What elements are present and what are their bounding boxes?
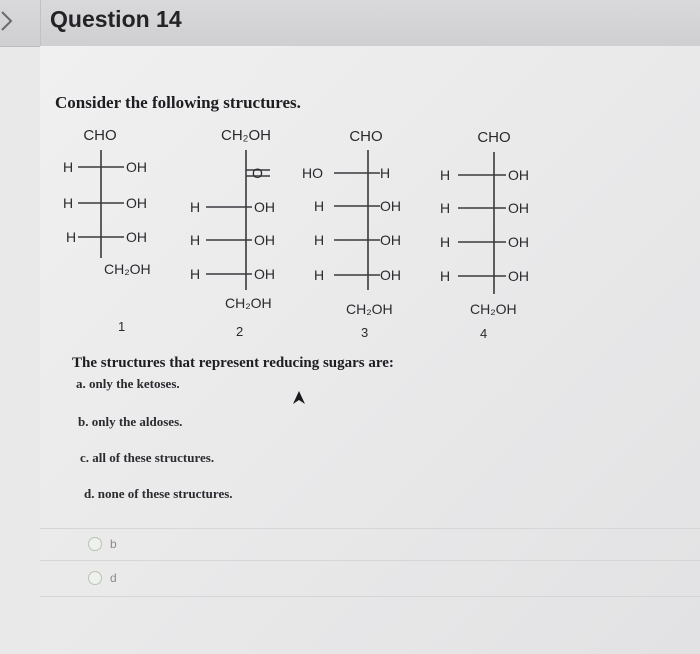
structure-3-left-3: H [314, 232, 325, 248]
structure-3-number: 3 [361, 325, 369, 340]
structure-3-bottom: CH₂OH [346, 301, 393, 317]
structure-1 [63, 127, 151, 334]
mouse-pointer-icon [292, 390, 306, 408]
question-prompt: Consider the following structures. [55, 93, 301, 112]
structure-4-right-2: OH [508, 200, 529, 216]
structure-4-bottom: CH₂OH [470, 301, 517, 317]
structure-2-left-3: H [190, 232, 201, 248]
structure-2-left-4: H [190, 266, 201, 282]
structure-3 [302, 128, 401, 340]
structure-3-right-3: OH [380, 232, 401, 248]
structure-3-top: CHO [349, 128, 383, 145]
answer-divider [40, 528, 700, 529]
answer-divider [40, 596, 700, 597]
structure-1-right-3: OH [126, 229, 147, 245]
structure-4 [440, 129, 529, 341]
question-title: Question 14 [50, 6, 182, 32]
structure-4-right-4: OH [508, 268, 529, 284]
answer-divider [40, 560, 700, 561]
structure-4-right-3: OH [508, 234, 529, 250]
structure-2-right-4: OH [254, 266, 275, 282]
structure-4-left-1: H [440, 167, 451, 183]
structure-3-left-4: H [314, 267, 325, 283]
structure-2-top: CH₂OH [221, 127, 271, 144]
structure-4-right-1: OH [508, 167, 529, 183]
option-b: b. only the aldoses. [78, 414, 183, 429]
structure-2-right-2: OH [254, 199, 275, 215]
structure-2-bottom: CH₂OH [225, 295, 272, 311]
answer-label: b [110, 537, 117, 551]
radio-icon[interactable] [88, 537, 102, 551]
structure-1-left-3: H [66, 229, 77, 245]
option-a: a. only the ketoses. [76, 376, 180, 391]
structure-3-right-1: H [380, 165, 391, 181]
question-stem: The structures that represent reducing sugars are: [72, 355, 394, 371]
structure-2-left-2: H [190, 199, 201, 215]
structure-3-right-2: OH [380, 198, 401, 214]
structure-1-right-2: OH [126, 195, 147, 211]
radio-icon[interactable] [88, 571, 102, 585]
option-d: d. none of these structures. [84, 486, 233, 501]
structure-1-top: CHO [83, 127, 117, 144]
structure-3-left-2: H [314, 198, 325, 214]
structure-3-left-1: HO [302, 165, 323, 181]
answer-choice-d[interactable] [88, 568, 117, 588]
structure-2-number: 2 [236, 324, 244, 339]
structure-2 [190, 127, 275, 339]
structure-1-left-2: H [63, 195, 74, 211]
structure-4-left-3: H [440, 234, 451, 250]
structure-2-right-3: OH [254, 232, 275, 248]
structure-1-right-1: OH [126, 159, 147, 175]
structure-4-top: CHO [477, 129, 511, 146]
answer-label: d [110, 571, 117, 585]
structure-2-right-1: O [252, 165, 263, 181]
structure-1-number: 1 [118, 319, 126, 334]
structure-4-left-4: H [440, 268, 451, 284]
structure-1-bottom: CH₂OH [104, 261, 151, 277]
structure-3-right-4: OH [380, 267, 401, 283]
option-c: c. all of these structures. [80, 450, 215, 465]
answer-choice-b[interactable] [88, 534, 117, 554]
structure-4-left-2: H [440, 200, 451, 216]
structure-1-left-1: H [63, 159, 74, 175]
structure-4-number: 4 [480, 326, 488, 341]
